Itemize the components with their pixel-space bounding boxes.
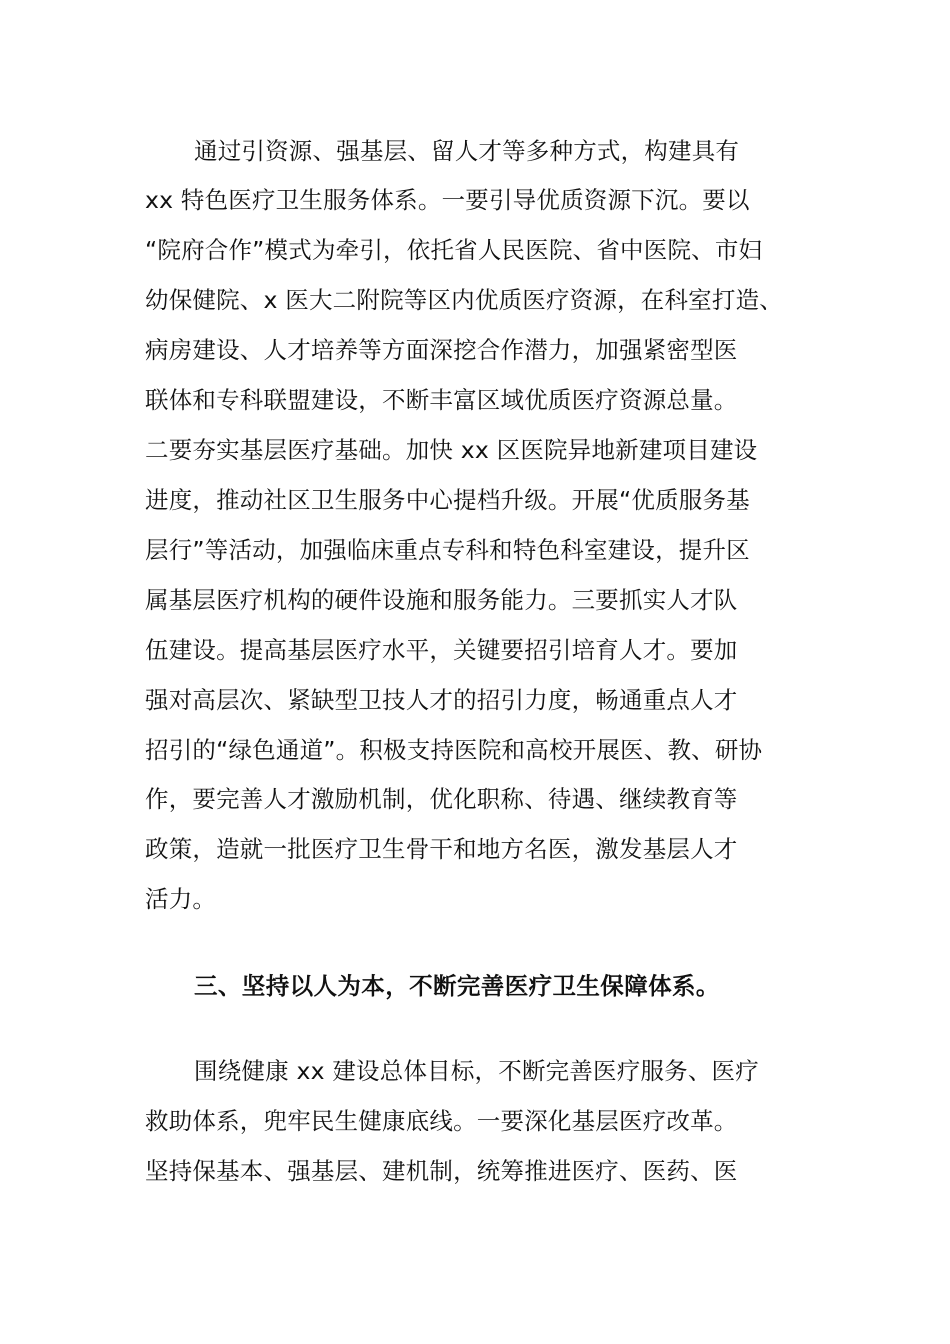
paragraph-line: 伍建设。提高基层医疗水平，关键要招引培育人才。要加 bbox=[145, 636, 738, 664]
section-heading: 三、坚持以人为本，不断完善医疗卫生保障体系。 bbox=[194, 972, 720, 1000]
paragraph-line: xx 特色医疗卫生服务体系。一要引导优质资源下沉。要以 bbox=[145, 186, 750, 214]
paragraph-line: 联体和专科联盟建设，不断丰富区域优质医疗资源总量。 bbox=[145, 386, 738, 414]
paragraph-line: 二要夯实基层医疗基础。加快 xx 区医院异地新建项目建设 bbox=[145, 436, 758, 464]
paragraph-line: 属基层医疗机构的硬件设施和服务能力。三要抓实人才队 bbox=[145, 586, 738, 614]
paragraph-line: 通过引资源、强基层、留人才等多种方式，构建具有 bbox=[194, 137, 740, 165]
paragraph-line: 层行”等活动，加强临床重点专科和特色科室建设，提升区 bbox=[145, 536, 750, 564]
paragraph-line: 政策，造就一批医疗卫生骨干和地方名医，激发基层人才 bbox=[145, 835, 738, 863]
paragraph-line: 活力。 bbox=[145, 885, 217, 913]
paragraph-line: 进度，推动社区卫生服务中心提档升级。开展“优质服务基 bbox=[145, 486, 750, 514]
paragraph-line: 强对高层次、紧缺型卫技人才的招引力度，畅通重点人才 bbox=[145, 686, 738, 714]
paragraph-line: 围绕健康 xx 建设总体目标，不断完善医疗服务、医疗 bbox=[194, 1057, 759, 1085]
paragraph-line: 作，要完善人才激励机制，优化职称、待遇、继续教育等 bbox=[145, 785, 738, 813]
paragraph-line: 救助体系，兜牢民生健康底线。一要深化基层医疗改革。 bbox=[145, 1107, 738, 1135]
paragraph-line: 坚持保基本、强基层、建机制，统筹推进医疗、医药、医 bbox=[145, 1157, 738, 1185]
paragraph-line: 招引的“绿色通道”。积极支持医院和高校开展医、教、研协 bbox=[145, 736, 763, 764]
paragraph-line: “院府合作”模式为牵引，依托省人民医院、省中医院、市妇 bbox=[145, 236, 763, 264]
paragraph-line: 病房建设、人才培养等方面深挖合作潜力，加强紧密型医 bbox=[145, 336, 738, 364]
paragraph-line: 幼保健院、x 医大二附院等区内优质医疗资源，在科室打造、 bbox=[145, 286, 783, 314]
